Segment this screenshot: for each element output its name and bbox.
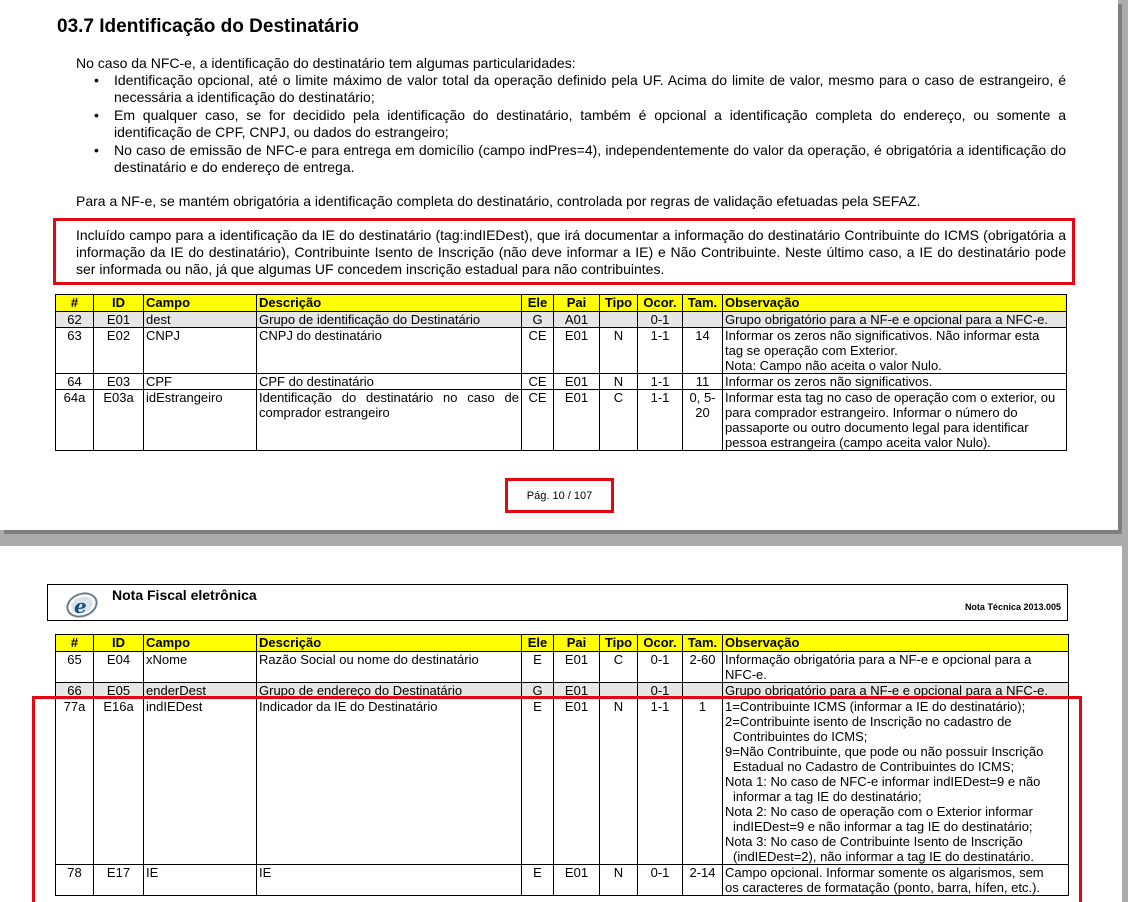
- cell-ele: E: [522, 865, 554, 896]
- cell-tam: 0, 5-20: [683, 390, 723, 451]
- cell-id: E01: [94, 312, 144, 328]
- document-page-11: [0, 546, 1122, 902]
- cell-desc: CPF do destinatário: [257, 374, 522, 390]
- intro-paragraph: No caso da NFC-e, a identificação do destinatário tem algumas particularidades:: [76, 55, 576, 71]
- field-table-1: [55, 294, 1067, 451]
- column-header: #: [56, 635, 94, 652]
- cell-desc: CNPJ do destinatário: [257, 328, 522, 374]
- cell-ele: E: [522, 699, 554, 865]
- cell-obs: Informar esta tag no caso de operação com o exterior, ou para comprador estrangeiro. Informar o número do passaporte ou outro documento legal para identificar pessoa estrangeira (campo aceita valor Nulo).: [723, 390, 1067, 451]
- column-header: Tam.: [683, 635, 723, 652]
- cell-ele: CE: [522, 390, 554, 451]
- bullet-icon: •: [94, 142, 99, 158]
- cell-obs: Informação obrigatória para a NF-e e opcional para a NFC-e.: [723, 652, 1069, 683]
- column-header: Ele: [522, 635, 554, 652]
- nfe-logo-icon: [60, 589, 100, 619]
- cell-tipo: N: [600, 699, 638, 865]
- column-header: Pai: [554, 295, 600, 312]
- cell-desc: Indicador da IE do Destinatário: [257, 699, 522, 865]
- cell-num: 66: [56, 683, 94, 699]
- cell-obs: Informar os zeros não significativos. Não informar esta tag se operação com Exterior. Nota: Campo não aceita o valor Nulo.: [723, 328, 1067, 374]
- column-header: Ele: [522, 295, 554, 312]
- cell-pai: E01: [554, 699, 600, 865]
- column-header: Campo: [144, 295, 257, 312]
- cell-tipo: N: [600, 865, 638, 896]
- cell-obs: Grupo obrigatório para a NF-e e opcional para a NFC-e.: [723, 312, 1067, 328]
- cell-id: E16a: [94, 699, 144, 865]
- table-row: [56, 652, 1069, 683]
- cell-num: 62: [56, 312, 94, 328]
- cell-ocor: 0-1: [638, 865, 683, 896]
- column-header: Tipo: [600, 635, 638, 652]
- cell-tipo: [600, 312, 638, 328]
- cell-desc: Grupo de endereço do Destinatário: [257, 683, 522, 699]
- cell-pai: E01: [554, 374, 600, 390]
- cell-pai: A01: [554, 312, 600, 328]
- cell-tam: 2-14: [683, 865, 723, 896]
- cell-tam: [683, 312, 723, 328]
- cell-ocor: 1-1: [638, 374, 683, 390]
- cell-obs: Grupo obrigatório para a NF-e e opcional para a NFC-e.: [723, 683, 1069, 699]
- cell-campo: CPF: [144, 374, 257, 390]
- cell-ele: E: [522, 652, 554, 683]
- cell-num: 64: [56, 374, 94, 390]
- cell-desc: Identificação do destinatário no caso de comprador estrangeiro: [257, 390, 522, 451]
- cell-pai: E01: [554, 865, 600, 896]
- cell-ele: G: [522, 683, 554, 699]
- page-number: Pág. 10 / 107: [526, 489, 593, 502]
- column-header: ID: [94, 635, 144, 652]
- column-header: Descrição: [257, 635, 522, 652]
- table-row: [56, 328, 1067, 374]
- nfce-rules-list: [76, 72, 1066, 177]
- cell-desc: Razão Social ou nome do destinatário: [257, 652, 522, 683]
- cell-ocor: 0-1: [638, 683, 683, 699]
- column-header: Pai: [554, 635, 600, 652]
- cell-campo: xNome: [144, 652, 257, 683]
- cell-id: E04: [94, 652, 144, 683]
- cell-tam: 1: [683, 699, 723, 865]
- cell-ocor: 1-1: [638, 328, 683, 374]
- column-header: Ocor.: [638, 635, 683, 652]
- cell-ele: CE: [522, 328, 554, 374]
- column-header: #: [56, 295, 94, 312]
- cell-id: E05: [94, 683, 144, 699]
- bullet-icon: •: [94, 72, 99, 88]
- column-header: Descrição: [257, 295, 522, 312]
- table-row: [56, 312, 1067, 328]
- nfe-note-paragraph: Para a NF-e, se mantém obrigatória a identificação completa do destinatário, controlada por regras de validação efetuadas pela SEFAZ.: [76, 193, 921, 209]
- cell-ocor: 1-1: [638, 699, 683, 865]
- cell-obs: Campo opcional. Informar somente os algarismos, sem os caracteres de formatação (ponto, barra, hífen, etc.).: [723, 865, 1069, 896]
- cell-id: E17: [94, 865, 144, 896]
- cell-id: E02: [94, 328, 144, 374]
- table-row: [56, 374, 1067, 390]
- section-title: 03.7 Identificação do Destinatário: [57, 16, 359, 37]
- cell-num: 65: [56, 652, 94, 683]
- cell-obs: Informar os zeros não significativos.: [723, 374, 1067, 390]
- cell-tam: 2-60: [683, 652, 723, 683]
- list-item: • No caso de emissão de NFC-e para entrega em domicílio (campo indPres=4), independentemente do valor da operação, é obrigatória a identificação do destinatário e do endereço de entrega.: [94, 142, 1066, 175]
- column-header: Observação: [723, 295, 1067, 312]
- header-title: Nota Fiscal eletrônica: [112, 587, 257, 603]
- cell-tipo: C: [600, 390, 638, 451]
- cell-num: 64a: [56, 390, 94, 451]
- cell-pai: E01: [554, 390, 600, 451]
- cell-tipo: C: [600, 652, 638, 683]
- cell-ele: CE: [522, 374, 554, 390]
- cell-num: 63: [56, 328, 94, 374]
- cell-tam: 14: [683, 328, 723, 374]
- cell-ocor: 0-1: [638, 312, 683, 328]
- page-header: [47, 584, 1068, 621]
- cell-pai: E01: [554, 683, 600, 699]
- cell-campo: idEstrangeiro: [144, 390, 257, 451]
- cell-pai: E01: [554, 328, 600, 374]
- cell-campo: CNPJ: [144, 328, 257, 374]
- cell-id: E03a: [94, 390, 144, 451]
- cell-desc: Grupo de identificação do Destinatário: [257, 312, 522, 328]
- column-header: Ocor.: [638, 295, 683, 312]
- cell-tipo: N: [600, 374, 638, 390]
- cell-num: 77a: [56, 699, 94, 865]
- bullet-icon: •: [94, 107, 99, 123]
- svg-text:e: e: [74, 594, 87, 618]
- cell-ele: G: [522, 312, 554, 328]
- table-row: [56, 390, 1067, 451]
- cell-campo: enderDest: [144, 683, 257, 699]
- list-item: • Em qualquer caso, se for decidido pela identificação do destinatário, também é opcional a identificação completa do endereço, ou somente a identificação de CPF, CNPJ, ou dados do estrangeiro;: [94, 107, 1066, 140]
- highlighted-paragraph: Incluído campo para a identificação da IE do destinatário (tag:indIEDest), que irá documentar a informação do destinatário Contribuinte do ICMS (obrigatória a informação da IE do destinatário), Contribuinte Isento de Inscrição (não deve informar a IE) e Não Contribuinte. Neste último caso, a IE do destinatário pode ser informada ou não, já que algumas UF concedem inscrição estadual para não contribuintes.: [76, 227, 1066, 277]
- cell-ocor: 0-1: [638, 652, 683, 683]
- column-header: Observação: [723, 635, 1069, 652]
- cell-obs: 1=Contribuinte ICMS (informar a IE do destinatário); 2=Contribuinte isento de Inscrição no cadastro de Contribuintes do ICMS; 9=Não Contribuinte, que pode ou não possuir Inscrição Estadual no Cadastro de Contribuintes do ICMS; Nota 1: No caso de NFC-e informar indIEDest=9 e não informar a tag IE do destinatário; Nota 2: No caso de operação com o Exterior informar indIEDest=9 e não informar a tag IE do destinatário; Nota 3: No caso de Contribuinte Isento de Inscrição (indIEDest=2), não informar a tag IE do destinatário.: [723, 699, 1069, 865]
- cell-num: 78: [56, 865, 94, 896]
- cell-id: E03: [94, 374, 144, 390]
- highlight-box: [32, 696, 1082, 902]
- list-item: • Identificação opcional, até o limite máximo de valor total da operação definido pela UF. Acima do limite de valor, mesmo para o caso de estrangeiro, é necessária a identificação do destinatário;: [94, 72, 1066, 105]
- table-header-row: [56, 635, 1069, 652]
- cell-desc: IE: [257, 865, 522, 896]
- cell-tipo: N: [600, 328, 638, 374]
- cell-tam: 11: [683, 374, 723, 390]
- cell-campo: IE: [144, 865, 257, 896]
- column-header: Tam.: [683, 295, 723, 312]
- column-header: ID: [94, 295, 144, 312]
- cell-campo: indIEDest: [144, 699, 257, 865]
- header-document-id: Nota Técnica 2013.005: [964, 602, 1061, 612]
- cell-pai: E01: [554, 652, 600, 683]
- column-header: Campo: [144, 635, 257, 652]
- table-header-row: [56, 295, 1067, 312]
- column-header: Tipo: [600, 295, 638, 312]
- cell-ocor: 1-1: [638, 390, 683, 451]
- cell-campo: dest: [144, 312, 257, 328]
